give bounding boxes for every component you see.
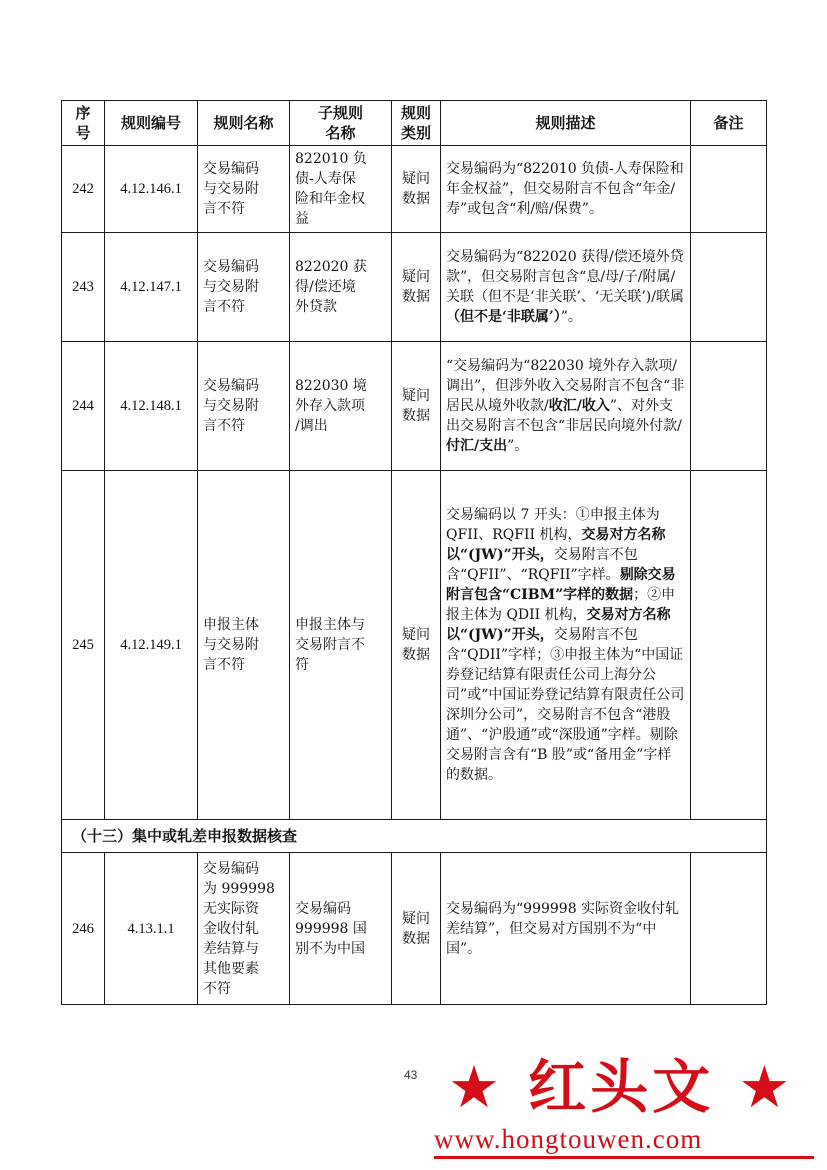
table-row bbox=[62, 342, 767, 471]
header-seq: 序 号 bbox=[62, 101, 105, 146]
row-note bbox=[691, 342, 767, 471]
header-desc: 规则描述 bbox=[441, 101, 691, 146]
header-name: 规则名称 bbox=[198, 101, 290, 146]
watermark-underline bbox=[434, 1156, 814, 1159]
description-segment: 交易附言不包含“QFII”、“RQFII”字样。 bbox=[446, 547, 638, 583]
row-description bbox=[441, 853, 691, 1005]
header-cat: 规则 类别 bbox=[392, 101, 441, 146]
row-note bbox=[691, 471, 767, 820]
row-description bbox=[441, 233, 691, 342]
row-sub-rule: 822010 负 债-人寿保 险和年金权 益 bbox=[290, 146, 392, 233]
row-seq: 243 bbox=[62, 233, 105, 342]
description-segment: 交易编码为“822020 获得/偿还境外贷款”，但交易附言包含“息/母/子/附属/关联（但不是‘非关联’、‘无关联’)/联属 bbox=[446, 249, 684, 305]
row-code: 4.12.146.1 bbox=[105, 146, 198, 233]
description-segment: 交易编码为“822010 负债-人寿保险和年金权益”，但交易附言不包含“年金/寿”或包含“利/赔/保费”。 bbox=[446, 161, 684, 217]
row-sub-rule: 822020 获 得/偿还境 外贷款 bbox=[290, 233, 392, 342]
section-row bbox=[62, 820, 767, 853]
header-note: 备注 bbox=[691, 101, 767, 146]
table-row bbox=[62, 233, 767, 342]
table-row bbox=[62, 471, 767, 820]
description-segment: 交易编码为“999998 实际资金收付轧差结算”，但交易对方国别不为“中国”。 bbox=[446, 900, 680, 957]
description-segment: ”。 bbox=[560, 309, 582, 325]
description-segment: 交易附言不包含“QDII”字样；③申报主体为“中国证券登记结算有限责任公司上海分公司”或“中国证券登记结算有限责任公司深圳分公司”，交易附言不包含“港股通”、“沪股通”或“深股通”字样。剔除交易附言含有“B 股”或“备用金”字样的数据。 bbox=[446, 627, 685, 783]
description-bold-segment: （但不是‘非联属’） bbox=[446, 309, 561, 325]
rules-table bbox=[61, 100, 767, 1005]
row-category: 疑问 数据 bbox=[392, 853, 441, 1005]
row-seq: 246 bbox=[62, 853, 105, 1005]
watermark-logo: ★ 红头文 ★ bbox=[448, 1053, 795, 1121]
table-row bbox=[62, 853, 767, 1005]
row-note bbox=[691, 233, 767, 342]
description-bold-segment: 交易对方名称以“(JW)”开头， bbox=[446, 607, 671, 643]
row-name: 申报主体 与交易附 言不符 bbox=[198, 471, 290, 820]
description-segment: ”、对外支出交易附言不包含“非居民向境外付款/ bbox=[446, 398, 682, 434]
description-bold-segment: 收汇/收入 bbox=[548, 398, 610, 414]
description-text bbox=[446, 358, 684, 454]
description-bold-segment: 交易对方名称以“(JW)”开头， bbox=[446, 527, 666, 563]
row-description bbox=[441, 146, 691, 233]
row-description bbox=[441, 342, 691, 471]
page-number: 43 bbox=[404, 1068, 418, 1082]
description-bold-segment: 付汇/支出 bbox=[446, 438, 508, 454]
row-seq: 244 bbox=[62, 342, 105, 471]
row-code: 4.12.148.1 bbox=[105, 342, 198, 471]
description-segment: “交易编码为“822030 境外存入款项/调出”，但涉外收入交易附言不包含“非居民从境外收款/ bbox=[446, 358, 685, 414]
row-sub-rule: 申报主体与 交易附言不 符 bbox=[290, 471, 392, 820]
table-row bbox=[62, 146, 767, 233]
description-bold-segment: 剔除交易附言包含“CIBM”字样的数据 bbox=[446, 567, 676, 603]
row-seq: 242 bbox=[62, 146, 105, 233]
row-note bbox=[691, 146, 767, 233]
description-text bbox=[446, 249, 684, 325]
section-title: （十三）集中或轧差申报数据核查 bbox=[62, 820, 767, 853]
row-name: 交易编码 与交易附 言不符 bbox=[198, 146, 290, 233]
description-segment: 交易编码以 7 开头：①申报主体为 QFII、RQFII 机构， bbox=[446, 507, 660, 543]
row-seq: 245 bbox=[62, 471, 105, 820]
header-row bbox=[62, 101, 767, 146]
row-name: 交易编码 与交易附 言不符 bbox=[198, 233, 290, 342]
description-text bbox=[446, 161, 684, 217]
row-code: 4.12.147.1 bbox=[105, 233, 198, 342]
row-category: 疑问 数据 bbox=[392, 146, 441, 233]
description-segment: ；②申报主体为 QDII 机构， bbox=[446, 587, 676, 623]
description-segment: ”。 bbox=[507, 438, 529, 454]
description-text bbox=[446, 507, 684, 783]
row-code: 4.12.149.1 bbox=[105, 471, 198, 820]
row-category: 疑问 数据 bbox=[392, 233, 441, 342]
watermark-url: www.hongtouwen.com bbox=[434, 1124, 703, 1154]
row-category: 疑问 数据 bbox=[392, 342, 441, 471]
header-sub: 子规则 名称 bbox=[290, 101, 392, 146]
row-note bbox=[691, 853, 767, 1005]
row-name: 交易编码 与交易附 言不符 bbox=[198, 342, 290, 471]
row-sub-rule: 822030 境 外存入款项 /调出 bbox=[290, 342, 392, 471]
header-code: 规则编号 bbox=[105, 101, 198, 146]
row-description bbox=[441, 471, 691, 820]
row-code: 4.13.1.1 bbox=[105, 853, 198, 1005]
row-category: 疑问 数据 bbox=[392, 471, 441, 820]
description-text bbox=[446, 901, 679, 957]
row-sub-rule: 交易编码 999998 国 别不为中国 bbox=[290, 853, 392, 1005]
row-name: 交易编码 为 999998 无实际资 金收付轧 差结算与 其他要素 不符 bbox=[198, 853, 290, 1005]
